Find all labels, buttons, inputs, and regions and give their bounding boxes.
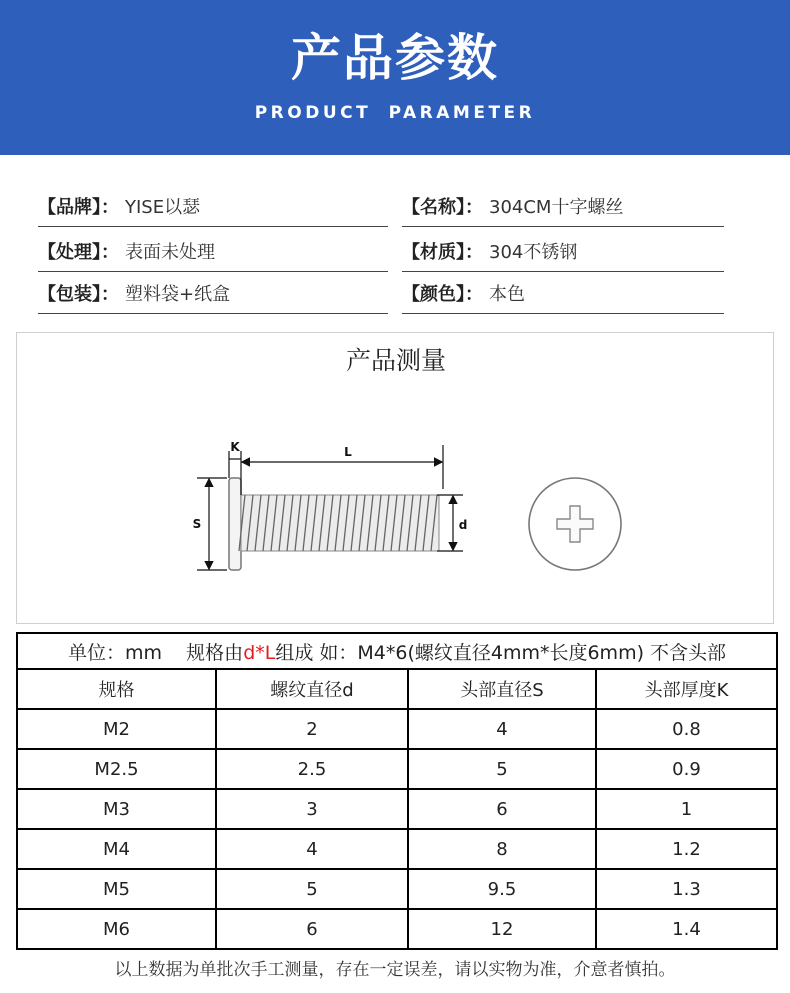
spec-note <box>17 633 777 669</box>
column-header-head-thickness: 头部厚度K <box>596 669 777 709</box>
table-row <box>17 829 777 869</box>
cell-spec: M2.5 <box>17 749 216 789</box>
table-row <box>17 749 777 789</box>
attribute-material <box>402 235 724 272</box>
unit-label: 单位：mm <box>67 641 162 664</box>
attribute-value: 表面未处理 <box>125 242 215 263</box>
cell-head-diameter: 9.5 <box>408 869 596 909</box>
note-highlight: d*L <box>243 641 276 664</box>
column-header-head-diameter: 头部直径S <box>408 669 596 709</box>
attribute-treatment <box>38 235 388 272</box>
cell-head-diameter: 12 <box>408 909 596 949</box>
attribute-label: 【品牌】： <box>38 197 119 218</box>
attribute-label: 【颜色】： <box>402 284 483 305</box>
column-header-spec: 规格 <box>17 669 216 709</box>
table-row <box>17 789 777 829</box>
spec-table <box>16 632 778 950</box>
dimension-label-k: K <box>230 440 240 454</box>
header-banner <box>0 0 790 155</box>
table-row <box>17 709 777 749</box>
dimension-label-s: S <box>192 517 202 531</box>
cell-head-thickness: 1.2 <box>596 829 777 869</box>
phillips-head-icon <box>529 478 621 570</box>
table-row <box>17 869 777 909</box>
cell-thread-diameter: 3 <box>216 789 408 829</box>
cell-thread-diameter: 2.5 <box>216 749 408 789</box>
dimension-label-d: d <box>458 518 468 532</box>
attribute-color <box>402 277 724 314</box>
attribute-value: 塑料袋+纸盒 <box>125 284 231 305</box>
attribute-label: 【材质】： <box>402 242 483 263</box>
cell-head-thickness: 1.3 <box>596 869 777 909</box>
measurement-title: 产品测量 <box>345 346 446 375</box>
cell-spec: M6 <box>17 909 216 949</box>
attribute-label: 【处理】： <box>38 242 119 263</box>
cell-head-diameter: 8 <box>408 829 596 869</box>
cell-head-thickness: 0.9 <box>596 749 777 789</box>
dimension-label-l: L <box>344 445 352 459</box>
page-subtitle: PRODUCT PARAMETER <box>254 103 536 123</box>
cell-spec: M3 <box>17 789 216 829</box>
cell-thread-diameter: 6 <box>216 909 408 949</box>
cell-thread-diameter: 2 <box>216 709 408 749</box>
disclaimer-note: 以上数据为单批次手工测量，存在一定误差，请以实物为准，介意者慎拍。 <box>114 960 676 980</box>
attribute-label: 【名称】： <box>402 197 483 218</box>
cell-head-thickness: 1.4 <box>596 909 777 949</box>
attribute-packaging <box>38 277 388 314</box>
cell-spec: M4 <box>17 829 216 869</box>
attribute-brand <box>38 190 388 227</box>
note-prefix: 规格由 <box>186 641 244 664</box>
column-header-thread-diameter: 螺纹直径d <box>216 669 408 709</box>
screw-head-icon <box>229 478 241 570</box>
table-row <box>17 909 777 949</box>
note-suffix: 组成 如：M4*6(螺纹直径4mm*长度6mm) 不含头部 <box>275 641 727 664</box>
cell-thread-diameter: 4 <box>216 829 408 869</box>
page-title: 产品参数 <box>291 29 499 87</box>
cell-thread-diameter: 5 <box>216 869 408 909</box>
cell-head-diameter: 5 <box>408 749 596 789</box>
attribute-value: 本色 <box>489 284 525 305</box>
cell-spec: M2 <box>17 709 216 749</box>
spec-note-row <box>17 633 777 669</box>
cell-head-thickness: 0.8 <box>596 709 777 749</box>
attribute-value: 304不锈钢 <box>489 242 578 263</box>
cell-head-thickness: 1 <box>596 789 777 829</box>
screw-dimension-diagram <box>17 333 775 625</box>
attribute-name <box>402 190 724 227</box>
attribute-value: 304CM十字螺丝 <box>489 197 624 218</box>
table-header-row <box>17 669 777 709</box>
cell-spec: M5 <box>17 869 216 909</box>
attribute-label: 【包装】： <box>38 284 119 305</box>
cell-head-diameter: 6 <box>408 789 596 829</box>
cell-head-diameter: 4 <box>408 709 596 749</box>
attribute-value: YISE以瑟 <box>125 197 201 218</box>
measurement-panel <box>16 332 774 624</box>
